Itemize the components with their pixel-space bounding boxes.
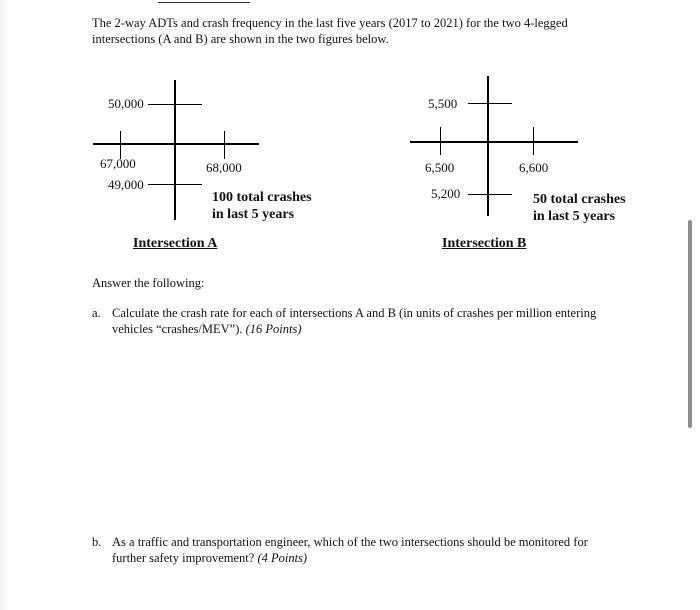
question-b — [92, 534, 622, 566]
b-west-tick — [440, 127, 441, 155]
answer-heading: Answer the following: — [92, 276, 205, 290]
question-a — [92, 305, 622, 337]
b-crashes-line2: in last 5 years — [533, 209, 616, 224]
question-b-points: (4 Points) — [257, 551, 308, 565]
a-crashes-line1: 100 total crashes — [212, 190, 312, 205]
top-rule — [158, 2, 250, 3]
b-south-adt: 5,200 — [431, 186, 461, 201]
b-north-south-road — [487, 76, 489, 216]
b-title: Intersection B — [442, 236, 527, 251]
a-north-tick — [148, 104, 202, 105]
b-north-tick — [468, 103, 512, 104]
a-north-south-road — [174, 80, 176, 220]
b-east-adt: 6,600 — [519, 160, 549, 175]
question-a-points: (16 Points) — [245, 322, 302, 336]
a-east-tick — [224, 131, 225, 159]
a-west-tick — [120, 131, 121, 159]
question-b-label: b. — [92, 535, 102, 549]
a-west-adt: 67,000 — [100, 156, 136, 171]
b-east-west-road — [410, 141, 578, 143]
vertical-scrollbar[interactable] — [688, 220, 692, 428]
b-north-adt: 5,500 — [428, 96, 458, 111]
question-a-label: a. — [92, 306, 101, 320]
question-a-text: Calculate the crash rate for each of intersections A and B (in units of crashes per million entering vehicles “crashes/MEV”). — [112, 306, 597, 336]
question-b-text: As a traffic and transportation engineer, which of the two intersections should be monitored for further safety improvement? — [112, 535, 588, 565]
b-west-adt: 6,500 — [425, 160, 455, 175]
a-crashes-line2: in last 5 years — [212, 207, 295, 222]
b-east-tick — [533, 127, 534, 155]
b-crashes-line1: 50 total crashes — [533, 192, 626, 207]
a-east-adt: 68,000 — [206, 160, 242, 175]
a-north-adt: 50,000 — [108, 96, 144, 111]
a-east-west-road — [93, 143, 259, 145]
intro-paragraph: The 2-way ADTs and crash frequency in the last five years (2017 to 2021) for the two 4-legged intersections (A and B) are shown in the two figures below. — [92, 16, 568, 46]
a-title: Intersection A — [133, 236, 218, 251]
b-south-tick — [468, 194, 512, 195]
a-south-tick — [148, 184, 202, 185]
a-south-adt: 49,000 — [108, 177, 144, 192]
